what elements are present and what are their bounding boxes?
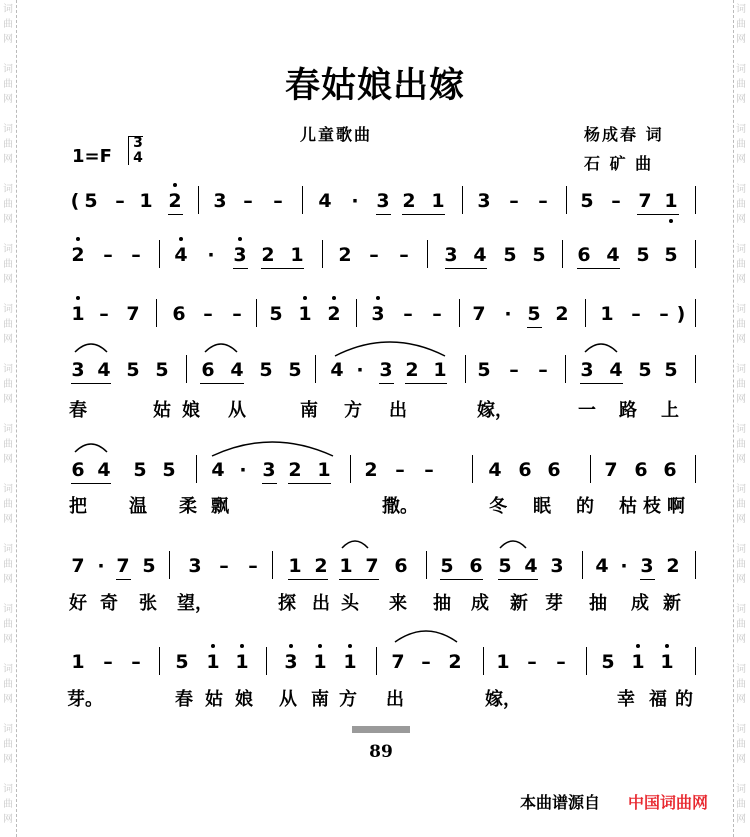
watermark-char: 词 — [736, 484, 746, 495]
lyric: 从 — [279, 689, 297, 710]
watermark-char: 曲 — [3, 739, 13, 750]
slur — [212, 442, 333, 456]
watermark-char: 网 — [736, 334, 746, 345]
lyric: 方 — [339, 689, 357, 710]
lyric: 探 — [278, 593, 296, 614]
lyric: 嫁， — [477, 400, 513, 421]
watermark-char: 曲 — [3, 439, 13, 450]
note: · — [207, 244, 215, 266]
note: 1 — [431, 190, 445, 212]
watermark-char: 网 — [736, 814, 746, 825]
lyric: 出 — [312, 593, 330, 614]
watermark-char: 词 — [736, 364, 746, 375]
note: 5 — [580, 190, 594, 212]
note: 5 — [259, 359, 273, 381]
note: 1 — [71, 651, 85, 673]
lyric: 上 — [661, 400, 679, 421]
watermark-char: 网 — [736, 274, 746, 285]
watermark-char: 网 — [736, 574, 746, 585]
note: · — [504, 303, 512, 325]
note: 3 — [580, 359, 594, 381]
source-label: 本曲谱源自 — [520, 793, 601, 812]
lyric: 奇 — [100, 593, 118, 614]
note: – — [103, 651, 113, 673]
watermark-char: 词 — [3, 4, 13, 15]
note: 2 — [666, 555, 680, 577]
watermark-char: 词 — [3, 244, 13, 255]
watermark-char: 词 — [736, 4, 746, 15]
lyric: 新 — [663, 593, 681, 614]
note: 3 — [262, 459, 276, 481]
lyric: 枝 — [643, 496, 661, 517]
note: – — [273, 190, 283, 212]
note: 5 — [126, 359, 140, 381]
note: – — [131, 244, 141, 266]
slur — [75, 444, 107, 452]
slur — [335, 342, 445, 356]
watermark-char: 网 — [736, 454, 746, 465]
watermark-char: 词 — [736, 64, 746, 75]
note: 1 — [433, 359, 447, 381]
note: 7 — [365, 555, 379, 577]
note: 1 — [631, 651, 645, 673]
watermark-char: 曲 — [3, 19, 13, 30]
page-number-rule — [352, 726, 410, 733]
note: 4 — [230, 359, 244, 381]
slur — [205, 344, 237, 352]
note: 4 — [606, 244, 620, 266]
note: 1 — [664, 190, 678, 212]
watermark-char: 曲 — [3, 499, 13, 510]
note: 1 — [339, 555, 353, 577]
lyric: 南 — [311, 689, 329, 710]
note: 5 — [133, 459, 147, 481]
note: 5 — [636, 244, 650, 266]
watermark-char: 词 — [736, 124, 746, 135]
note: – — [403, 303, 413, 325]
note: 2 — [555, 303, 569, 325]
note: 2 — [327, 303, 341, 325]
watermark-char: 词 — [736, 244, 746, 255]
note: 3 — [371, 303, 385, 325]
note: 2 — [364, 459, 378, 481]
watermark-char: 词 — [3, 64, 13, 75]
watermark-char: 词 — [736, 424, 746, 435]
lyric: 芽。 — [67, 689, 103, 710]
lyric: 娘 — [235, 689, 253, 710]
note: 1 — [290, 244, 304, 266]
note: 5 — [664, 359, 678, 381]
watermark-char: 曲 — [3, 799, 13, 810]
lyric: 方 — [344, 400, 362, 421]
lyric: 张 — [139, 593, 157, 614]
watermark-char: 词 — [736, 664, 746, 675]
note: 5 — [638, 359, 652, 381]
note: – — [631, 303, 641, 325]
lyric: 撒。 — [382, 496, 418, 517]
slur — [395, 631, 457, 642]
note: 5 — [142, 555, 156, 577]
note: – — [99, 303, 109, 325]
watermark-char: 曲 — [736, 619, 746, 630]
note: – — [115, 190, 125, 212]
note: 5 — [175, 651, 189, 673]
watermark-char: 曲 — [736, 679, 746, 690]
note: – — [432, 303, 442, 325]
lyric: 幸 — [617, 689, 635, 710]
note: 3 — [444, 244, 458, 266]
note: · — [239, 459, 247, 481]
note: 5 — [498, 555, 512, 577]
slur — [500, 541, 526, 548]
lyric: 成 — [631, 593, 649, 614]
note: 2 — [71, 244, 85, 266]
lyric: 嫁， — [485, 689, 521, 710]
note: 6 — [518, 459, 532, 481]
note: 3 — [284, 651, 298, 673]
lyric: 路 — [619, 400, 637, 421]
note: – — [509, 359, 519, 381]
watermark-char: 网 — [3, 694, 13, 705]
lyric: 春 — [69, 400, 87, 421]
note: 5 — [84, 190, 98, 212]
lyric: 好 — [69, 593, 87, 614]
slur — [342, 541, 368, 548]
note: 1 — [660, 651, 674, 673]
note: 3 — [379, 359, 393, 381]
note: – — [131, 651, 141, 673]
note: 5 — [664, 244, 678, 266]
note: 6 — [634, 459, 648, 481]
note: – — [556, 651, 566, 673]
note: – — [509, 190, 519, 212]
lyric: 啊 — [667, 496, 685, 517]
lyric: 新 — [510, 593, 528, 614]
watermark-char: 曲 — [3, 199, 13, 210]
time-signature-top: 3 — [133, 135, 143, 151]
note: 6 — [577, 244, 591, 266]
watermark-char: 曲 — [736, 439, 746, 450]
watermark-char: 网 — [3, 214, 13, 225]
note: – — [232, 303, 242, 325]
note: 4 — [595, 555, 609, 577]
watermark-char: 曲 — [736, 79, 746, 90]
watermark-char: 词 — [3, 304, 13, 315]
note: 6 — [469, 555, 483, 577]
note: · — [620, 555, 628, 577]
note: 7 — [126, 303, 140, 325]
note: 7 — [116, 555, 130, 577]
watermark-char: 网 — [3, 574, 13, 585]
lyric: 南 — [300, 400, 318, 421]
watermark-char: 曲 — [736, 259, 746, 270]
time-signature-bottom: 4 — [133, 150, 143, 166]
lyric: 枯 — [619, 496, 637, 517]
note: 1 — [600, 303, 614, 325]
lyric: 从 — [228, 400, 246, 421]
note: 3 — [550, 555, 564, 577]
watermark-char: 网 — [736, 754, 746, 765]
lyric: 姑 — [153, 400, 171, 421]
note: – — [248, 555, 258, 577]
note: 3 — [640, 555, 654, 577]
lyric: 温 — [129, 496, 147, 517]
watermark-char: 曲 — [3, 259, 13, 270]
note: 1 — [206, 651, 220, 673]
note: 1 — [139, 190, 153, 212]
watermark-char: 词 — [736, 184, 746, 195]
watermark-char: 词 — [3, 604, 13, 615]
watermark-char: 词 — [3, 364, 13, 375]
genre-label: 儿童歌曲 — [300, 125, 373, 144]
note: 6 — [71, 459, 85, 481]
note: – — [369, 244, 379, 266]
note: 5 — [155, 359, 169, 381]
lyric: 眠 — [533, 496, 551, 517]
note: – — [219, 555, 229, 577]
lyric: 抽 — [589, 593, 607, 614]
lyric: 来 — [389, 593, 407, 614]
watermark-char: 词 — [3, 484, 13, 495]
watermark-char: 曲 — [736, 199, 746, 210]
note: 1 — [298, 303, 312, 325]
note: 2 — [261, 244, 275, 266]
watermark-char: 曲 — [736, 559, 746, 570]
note: 5 — [440, 555, 454, 577]
lyric: 娘 — [182, 400, 200, 421]
note: 1 — [343, 651, 357, 673]
note: 4 — [318, 190, 332, 212]
note: – — [399, 244, 409, 266]
watermark-char: 词 — [3, 724, 13, 735]
watermark-char: 词 — [736, 544, 746, 555]
watermark-char: 曲 — [736, 799, 746, 810]
note: 5 — [269, 303, 283, 325]
lyric: 成 — [471, 593, 489, 614]
note: 5 — [532, 244, 546, 266]
watermark-char: 曲 — [3, 319, 13, 330]
lyric: 出 — [386, 689, 404, 710]
watermark-char: 词 — [736, 304, 746, 315]
watermark-char: 网 — [3, 94, 13, 105]
watermark-char: 网 — [3, 454, 13, 465]
watermark-char: 词 — [3, 664, 13, 675]
note: 6 — [201, 359, 215, 381]
note: – — [421, 651, 431, 673]
note: 4 — [174, 244, 188, 266]
note: 4 — [609, 359, 623, 381]
watermark-char: 曲 — [3, 619, 13, 630]
note: 5 — [503, 244, 517, 266]
note: 3 — [213, 190, 227, 212]
slur — [585, 344, 617, 352]
watermark-char: 曲 — [3, 139, 13, 150]
lyric: 的 — [576, 496, 594, 517]
lyric: 头 — [341, 593, 359, 614]
note: 4 — [211, 459, 225, 481]
watermark-char: 网 — [3, 334, 13, 345]
note: 3 — [233, 244, 247, 266]
note: ( — [70, 190, 80, 212]
lyric: 福 — [649, 689, 667, 710]
note: – — [243, 190, 253, 212]
watermark-char: 网 — [736, 634, 746, 645]
note: 3 — [376, 190, 390, 212]
note: – — [611, 190, 621, 212]
watermark-char: 网 — [736, 394, 746, 405]
lyric: 望， — [177, 593, 213, 614]
watermark-char: 曲 — [3, 679, 13, 690]
note: 4 — [330, 359, 344, 381]
note: 1 — [313, 651, 327, 673]
watermark-char: 曲 — [736, 499, 746, 510]
note: 1 — [317, 459, 331, 481]
note: 3 — [477, 190, 491, 212]
note: 6 — [547, 459, 561, 481]
watermark-char: 词 — [3, 124, 13, 135]
note: 2 — [405, 359, 419, 381]
watermark-char: 网 — [3, 754, 13, 765]
note: 5 — [601, 651, 615, 673]
watermark-char: 曲 — [736, 139, 746, 150]
note: 6 — [663, 459, 677, 481]
watermark-char: 网 — [3, 394, 13, 405]
note: 2 — [402, 190, 416, 212]
note: 4 — [488, 459, 502, 481]
watermark-char: 曲 — [3, 79, 13, 90]
watermark-char: 网 — [736, 154, 746, 165]
source-site-link[interactable]: 中国词曲网 — [628, 793, 709, 812]
slur — [75, 344, 107, 352]
note: 7 — [71, 555, 85, 577]
lyric: 出 — [389, 400, 407, 421]
note: 1 — [235, 651, 249, 673]
watermark-char: 词 — [3, 424, 13, 435]
note: – — [424, 459, 434, 481]
watermark-char: 词 — [3, 184, 13, 195]
lyric: 把 — [69, 496, 87, 517]
note: 4 — [524, 555, 538, 577]
note: · — [97, 555, 105, 577]
watermark-char: 曲 — [3, 379, 13, 390]
watermark-char: 曲 — [736, 19, 746, 30]
note: 2 — [168, 190, 182, 212]
note: 3 — [188, 555, 202, 577]
page-number: 89 — [369, 742, 393, 762]
note: 5 — [288, 359, 302, 381]
note: 5 — [162, 459, 176, 481]
watermark-char: 曲 — [736, 379, 746, 390]
watermark-char: 网 — [736, 94, 746, 105]
key-signature: 1=F — [72, 146, 112, 167]
note: 1 — [288, 555, 302, 577]
note: – — [395, 459, 405, 481]
note: · — [356, 359, 364, 381]
watermark-char: 网 — [3, 634, 13, 645]
lyric: 的 — [675, 689, 693, 710]
composer-credit: 石 矿 曲 — [584, 154, 654, 173]
note: 4 — [97, 459, 111, 481]
note: 7 — [472, 303, 486, 325]
note: 1 — [71, 303, 85, 325]
note: – — [659, 303, 669, 325]
watermark-char: 词 — [736, 604, 746, 615]
watermark-char: 词 — [3, 784, 13, 795]
watermark-char: 网 — [736, 214, 746, 225]
lyric: 柔 — [179, 496, 197, 517]
watermark-char: 词 — [736, 784, 746, 795]
lyric: 冬 — [489, 496, 507, 517]
watermark-char: 网 — [3, 154, 13, 165]
lyric: 飘 — [211, 496, 229, 517]
note: 6 — [394, 555, 408, 577]
note: 1 — [496, 651, 510, 673]
watermark-char: 网 — [3, 34, 13, 45]
note: 6 — [172, 303, 186, 325]
note: 5 — [527, 303, 541, 325]
lyricist-credit: 杨成春 词 — [584, 125, 664, 144]
note: 7 — [604, 459, 618, 481]
watermark-char: 词 — [736, 724, 746, 735]
note: 2 — [314, 555, 328, 577]
lyric: 姑 — [205, 689, 223, 710]
note: – — [538, 359, 548, 381]
note: 7 — [638, 190, 652, 212]
lyric: 芽 — [545, 593, 563, 614]
closing-paren: ) — [676, 303, 686, 325]
watermark-char: 网 — [3, 514, 13, 525]
note: – — [203, 303, 213, 325]
watermark-char: 曲 — [3, 559, 13, 570]
note: – — [103, 244, 113, 266]
watermark-char: 网 — [736, 694, 746, 705]
note: 2 — [288, 459, 302, 481]
lyric: 春 — [175, 689, 193, 710]
watermark-char: 网 — [736, 34, 746, 45]
watermark-char: 曲 — [736, 319, 746, 330]
lyric: 一 — [578, 400, 596, 421]
watermark-char: 词 — [3, 544, 13, 555]
note: 2 — [448, 651, 462, 673]
note: 7 — [391, 651, 405, 673]
lyric: 抽 — [433, 593, 451, 614]
watermark-char: 曲 — [736, 739, 746, 750]
note: 3 — [71, 359, 85, 381]
note: – — [538, 190, 548, 212]
note: 4 — [97, 359, 111, 381]
note: 2 — [338, 244, 352, 266]
song-title: 春姑娘出嫁 — [284, 66, 465, 106]
watermark-char: 网 — [736, 514, 746, 525]
note: 4 — [473, 244, 487, 266]
watermark-char: 网 — [3, 274, 13, 285]
watermark-char: 网 — [3, 814, 13, 825]
note: · — [351, 190, 359, 212]
note: 5 — [477, 359, 491, 381]
note: – — [527, 651, 537, 673]
